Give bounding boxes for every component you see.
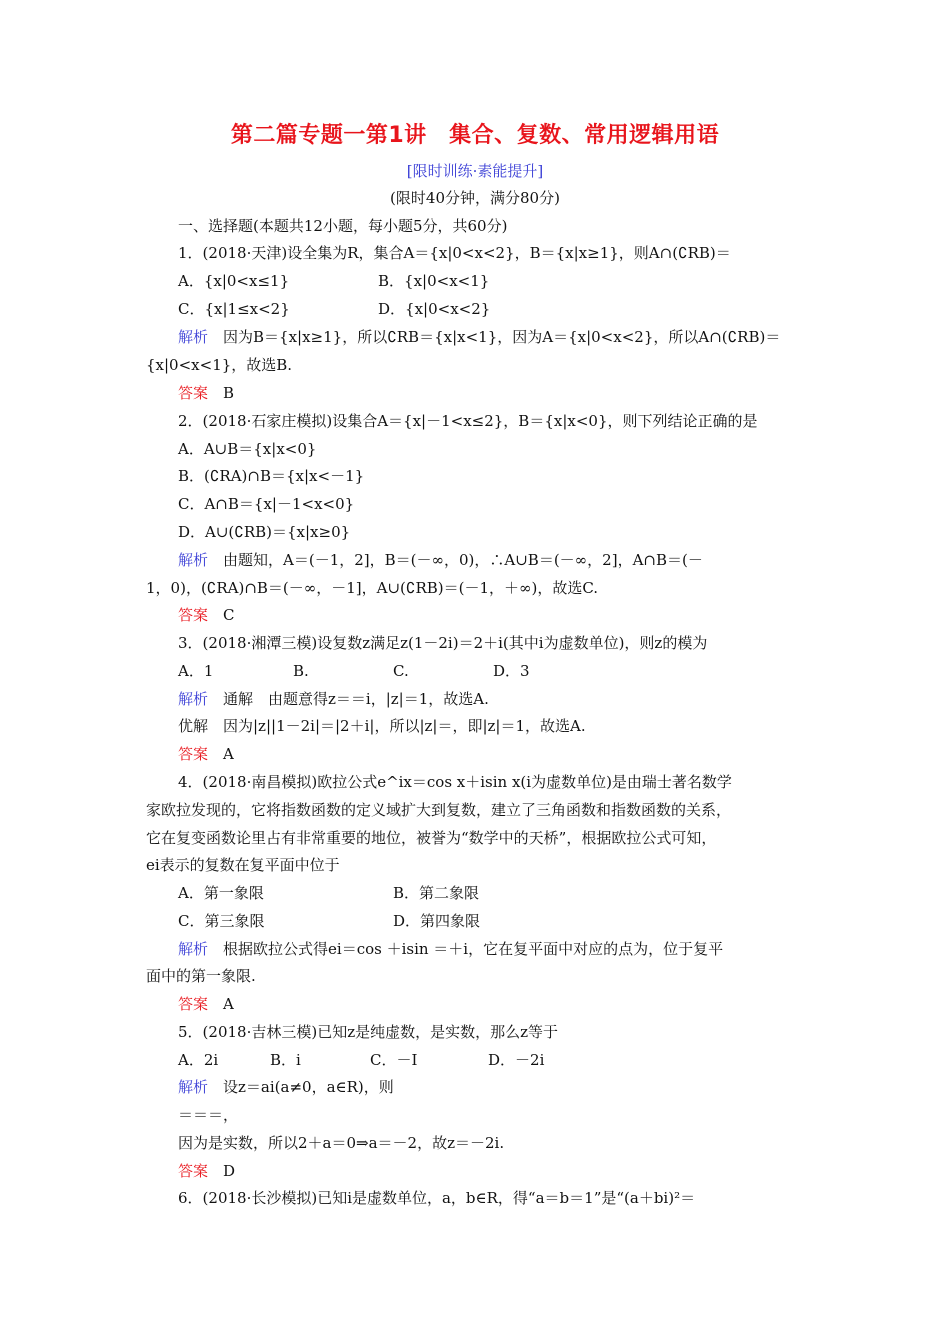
q1-option-c: C．{x|1≤x<2} bbox=[178, 300, 290, 318]
q3-solution-text: 通解 由题意得z＝＝i，|z|＝1，故选A. bbox=[208, 690, 489, 708]
time-limit-note: (限时40分钟，满分80分) bbox=[390, 189, 560, 207]
q5-answer bbox=[178, 1161, 235, 1181]
q3-solution-line1 bbox=[178, 689, 489, 709]
q1-answer-label: 答案 bbox=[178, 384, 209, 402]
q4-answer bbox=[178, 994, 234, 1014]
q1-solution-line2: {x|0<x<1}，故选B. bbox=[146, 356, 293, 374]
q2-option-a: A．A∪B＝{x|x<0} bbox=[178, 440, 317, 458]
q1-stem: 1．(2018·天津)设全集为R，集合A＝{x|0<x<2}，B＝{x|x≥1}，则A∩(∁RB)＝ bbox=[178, 244, 731, 262]
q5-solution-line2: ＝＝＝， bbox=[178, 1106, 239, 1124]
q1-option-b: B．{x|0<x<1} bbox=[378, 272, 490, 290]
q5-answer-label: 答案 bbox=[178, 1162, 209, 1180]
q5-option-a: A．2i bbox=[178, 1051, 219, 1069]
q1-answer bbox=[178, 383, 234, 403]
q4-answer-value: A bbox=[208, 995, 234, 1013]
q2-answer-label: 答案 bbox=[178, 606, 209, 624]
q1-answer-value: B bbox=[208, 384, 235, 402]
q3-stem: 3．(2018·湘潭三模)设复数z满足z(1－2i)＝2＋i(其中i为虚数单位)，则z的模为 bbox=[178, 634, 708, 652]
q1-solution-line1 bbox=[178, 327, 780, 347]
q4-stem-line3: 它在复变函数论里占有非常重要的地位，被誉为“数学中的天桥”，根据欧拉公式可知， bbox=[146, 829, 717, 847]
q1-option-d: D．{x|0<x<2} bbox=[378, 300, 491, 318]
q2-option-c: C．A∩B＝{x|－1<x<0} bbox=[178, 495, 355, 513]
q5-option-d: D．－2i bbox=[488, 1051, 545, 1069]
q5-stem: 5．(2018·吉林三模)已知z是纯虚数，是实数，那么z等于 bbox=[178, 1023, 558, 1041]
q1-solution-label: 解析 bbox=[178, 328, 209, 346]
q2-solution-label: 解析 bbox=[178, 551, 209, 569]
q4-option-b: B．第二象限 bbox=[393, 884, 480, 902]
q2-solution-text: 由题知，A＝(－1，2]，B＝(－∞，0)，∴A∪B＝(－∞，2]，A∩B＝(－ bbox=[208, 551, 703, 569]
section-heading: 一、选择题(本题共12小题，每小题5分，共60分) bbox=[178, 217, 508, 235]
q2-solution-line1 bbox=[178, 550, 703, 570]
q3-solution-line2: 优解 因为|z||1－2i|＝|2＋i|，所以|z|＝，即|z|＝1，故选A. bbox=[178, 717, 586, 735]
q2-answer bbox=[178, 605, 235, 625]
q2-option-b: B．(∁RA)∩B＝{x|x<－1} bbox=[178, 467, 365, 485]
q3-option-a: A．1 bbox=[178, 662, 214, 680]
page-title: 第二篇专题一第1讲 集合、复数、常用逻辑用语 bbox=[230, 123, 720, 148]
q5-option-c: C．－I bbox=[370, 1051, 418, 1069]
q5-solution-label: 解析 bbox=[178, 1078, 209, 1096]
q4-option-d: D．第四象限 bbox=[393, 912, 481, 930]
q3-option-c: C. bbox=[393, 662, 409, 680]
q5-solution-line3: 因为是实数，所以2＋a＝0⇒a＝－2，故z＝－2i. bbox=[178, 1134, 505, 1152]
q4-stem-line1: 4．(2018·南昌模拟)欧拉公式e^ix＝cos x＋isin x(i为虚数单位)是由瑞士著名数学 bbox=[178, 773, 732, 791]
q3-option-b: B. bbox=[293, 662, 309, 680]
q4-answer-label: 答案 bbox=[178, 995, 209, 1013]
page-subtitle: [限时训练·素能提升] bbox=[406, 162, 544, 180]
q6-stem: 6．(2018·长沙模拟)已知i是虚数单位，a，b∈R，得“a＝b＝1”是“(a＋bi)²＝ bbox=[178, 1189, 696, 1207]
q2-answer-value: C bbox=[208, 606, 235, 624]
q4-solution-line2: 面中的第一象限. bbox=[146, 967, 256, 985]
q3-option-d: D．3 bbox=[493, 662, 530, 680]
q4-stem-line4: ei表示的复数在复平面中位于 bbox=[146, 856, 340, 874]
q5-solution-text: 设z＝ai(a≠0，a∈R)，则 bbox=[208, 1078, 394, 1096]
q3-solution-label: 解析 bbox=[178, 690, 209, 708]
q1-solution-text: 因为B＝{x|x≥1}，所以∁RB＝{x|x<1}，因为A＝{x|0<x<2}，所以A∩(∁RB)＝ bbox=[208, 328, 781, 346]
q5-answer-value: D bbox=[208, 1162, 236, 1180]
q3-answer-value: A bbox=[208, 745, 234, 763]
q5-solution-line1 bbox=[178, 1077, 394, 1097]
q4-solution-line1 bbox=[178, 939, 723, 959]
q2-option-d: D．A∪(∁RB)＝{x|x≥0} bbox=[178, 523, 351, 541]
q5-option-b: B．i bbox=[270, 1051, 301, 1069]
q4-option-a: A．第一象限 bbox=[178, 884, 264, 902]
q4-option-c: C．第三象限 bbox=[178, 912, 265, 930]
q4-solution-label: 解析 bbox=[178, 940, 209, 958]
q2-solution-line2: 1，0)，(∁RA)∩B＝(－∞，－1]，A∪(∁RB)＝(－1，＋∞)，故选C. bbox=[146, 579, 599, 597]
q1-option-a: A．{x|0<x≤1} bbox=[178, 272, 290, 290]
q4-stem-line2: 家欧拉发现的，它将指数函数的定义域扩大到复数，建立了三角函数和指数函数的关系， bbox=[146, 801, 732, 819]
q3-answer-label: 答案 bbox=[178, 745, 209, 763]
q3-answer bbox=[178, 744, 234, 764]
q4-solution-text: 根据欧拉公式得ei＝cos ＋isin ＝＋i，它在复平面中对应的点为，位于复平 bbox=[208, 940, 724, 958]
q2-stem: 2．(2018·石家庄模拟)设集合A＝{x|－1<x≤2}，B＝{x|x<0}，则下列结论正确的是 bbox=[178, 412, 758, 430]
